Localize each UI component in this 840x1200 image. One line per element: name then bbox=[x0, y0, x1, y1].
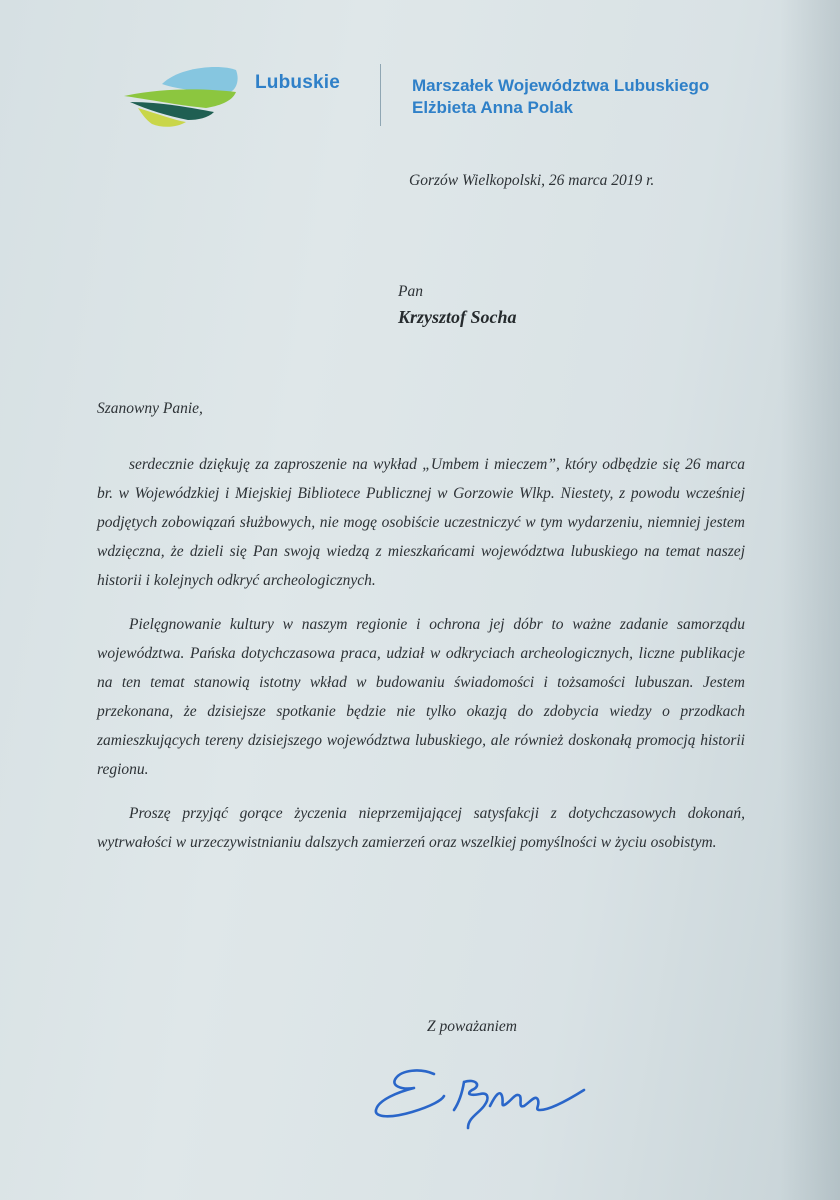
letter-body bbox=[97, 450, 745, 872]
closing-phrase: Z poważaniem bbox=[427, 1018, 517, 1035]
place-date: Gorzów Wielkopolski, 26 marca 2019 r. bbox=[409, 172, 655, 189]
sender-name: Elżbieta Anna Polak bbox=[412, 98, 573, 117]
lubuskie-logo-icon bbox=[122, 62, 240, 128]
sender-title bbox=[412, 75, 709, 119]
recipient-title: Pan bbox=[398, 283, 423, 300]
logo-wordmark: Lubuskie bbox=[255, 72, 341, 93]
header-divider bbox=[380, 64, 381, 126]
sender-office: Marszałek Województwa Lubuskiego bbox=[412, 76, 710, 95]
paragraph: serdecznie dziękuję za zaproszenie na wykład „Umbem i mieczem”, który odbędzie się 26 marca br. w Wojewódzkiej i Miejskiej Bibliotece Publicznej w Gorzowie Wlkp. Niestety, z powodu wcześniej podjętych zobowiązań służbowych, nie mogę osobiście uczestniczyć w tym wydarzeniu, niemniej jestem wdzięczna, że dzieli się Pan swoją wiedzą z mieszkańcami województwa lubuskiego na temat naszej historii i kolejnych odkryć archeologicznych. bbox=[97, 456, 745, 589]
salutation: Szanowny Panie, bbox=[97, 400, 203, 417]
letterhead bbox=[122, 58, 782, 138]
paragraph: Pielęgnowanie kultury w naszym regionie i ochrona jej dóbr to ważne zadanie samorządu województwa. Pańska dotychczasowa praca, udział w odkryciach archeologicznych, liczne publikacje na ten temat stanowią istotny wkład w budowaniu świadomości i tożsamości lubuszan. Jestem przekonana, że dzisiejsze spotkanie będzie nie tylko okazją do zdobycia wiedzy o przodkach zamieszkujących tereny dzisiejszego województwa lubuskiego, ale również doskonałą promocją historii regionu. bbox=[97, 616, 745, 778]
recipient-name: Krzysztof Socha bbox=[398, 307, 517, 327]
signature bbox=[372, 1060, 602, 1140]
paragraph: Proszę przyjąć gorące życzenia nieprzemijającej satysfakcji z dotychczasowych dokonań, wytrwałości w urzeczywistnianiu dalszych zamierzeń oraz wszelkiej pomyślności w życiu osobistym. bbox=[97, 805, 745, 851]
